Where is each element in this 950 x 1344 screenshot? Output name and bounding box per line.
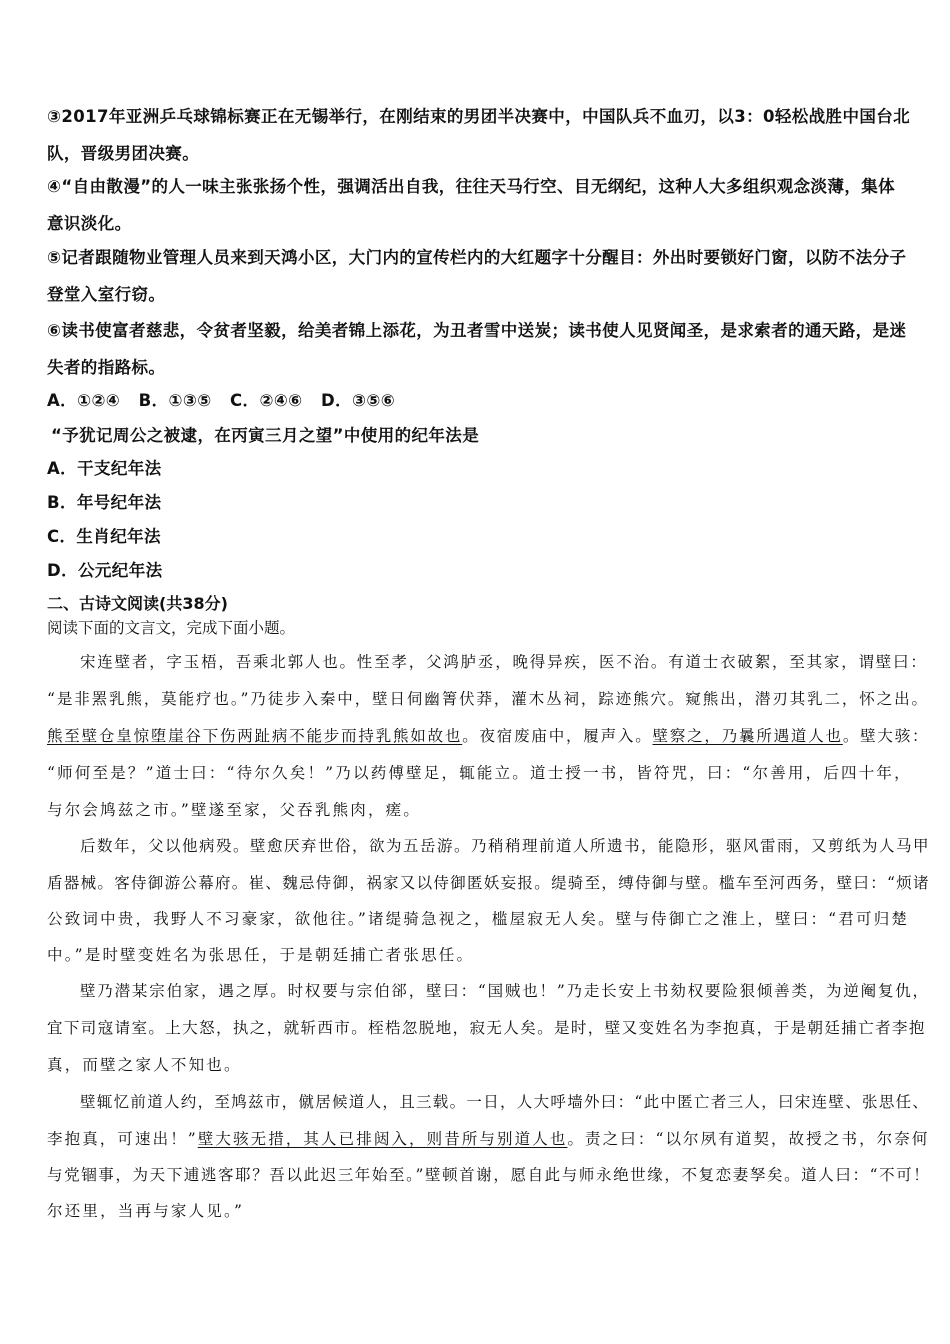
- passage-line: 与尔会鸠兹之市。”壁遂至家，父吞乳熊肉，瘥。: [47, 801, 422, 819]
- passage-line: 壁辄忆前道人约，至鸠兹市，僦居候道人，且三载。一日，人大呼墙外曰：“此中匿亡者三人，曰宋连壁、张思任、: [80, 1093, 930, 1111]
- passage-line: “师何至是？”道士曰：“待尔久矣！”乃以药傅壁足，辄能立。道士授一书，皆符咒，曰：“尔善用，后四十年，: [47, 764, 912, 782]
- item-4-line-1: ④“自由散漫”的人一味主张张扬个性，强调活出自我，往往天马行空、目无纲纪，这种人大多组织观念淡薄，集体: [47, 177, 896, 196]
- item-3-line-2: 队，晋级男团决赛。: [47, 144, 200, 163]
- question-stem: “予犹记周公之被逮，在丙寅三月之望”中使用的纪年法是: [51, 426, 480, 445]
- passage-line: 盾器械。客侍御游公幕府。崔、魏忌侍御，祸家又以侍御匿妖妄报。缇骑至，缚侍御与壁。槛车至河西务，壁曰：“烦诸: [47, 874, 930, 892]
- answer-options: A．①②④ B．①③⑤ C．②④⑥ D．③⑤⑥: [47, 391, 396, 410]
- passage-line: [47, 724, 930, 746]
- item-6-line-1: ⑥读书使富者慈悲，令贫者坚毅，给美者锦上添花，为丑者雪中送炭；读书使人见贤闻圣，是求索者的通天路，是迷: [47, 321, 907, 340]
- underlined-sentence: 壁大骇无措，其人已排闼入，则昔所与别道人也: [197, 1130, 568, 1148]
- passage-line: 与党锢事，为天下逋逃客耶？吾以此迟三年始至。”壁顿首谢，愿自此与师永绝世缘，不复恋妻孥矣。道人曰：“不可！: [47, 1166, 931, 1184]
- underlined-sentence: 熊至壁仓皇惊堕崖谷下伤两趾病不能步而持乳熊如故也: [47, 727, 463, 745]
- item-5-line-2: 登堂入室行窃。: [47, 285, 166, 304]
- passage-line: 尔还里，当再与家人见。”: [47, 1202, 245, 1220]
- passage-line: 中。”是时壁变姓名为张思任，于是朝廷捕亡者张思任。: [47, 946, 475, 964]
- passage-line: “是非罴乳熊，莫能疗也。”乃徒步入秦中，壁日伺幽箐伏莽，灌木丛祠，踪迹熊穴。窥熊出，潜刃其乳二，怀之出。: [47, 690, 929, 708]
- passage-fragment: 李抱真，可速出！”: [47, 1130, 198, 1148]
- section-instruction: 阅读下面的文言文，完成下面小题。: [47, 619, 296, 637]
- passage-line: [47, 1127, 930, 1149]
- section-title: 二、古诗文阅读(共38分): [47, 594, 228, 613]
- choice-b: B．年号纪年法: [47, 493, 162, 512]
- choice-c: C．生肖纪年法: [47, 527, 161, 546]
- passage-line: 宜下司寇请室。上大怒，执之，就斩西市。桎梏忽脱地，寂无人矣。是时，壁又变姓名为李抱真，于是朝廷捕亡者李抱: [47, 1019, 926, 1037]
- item-5-line-1: ⑤记者跟随物业管理人员来到天鸿小区，大门内的宣传栏内的大红题字十分醒目：外出时要锁好门窗，以防不法分子: [47, 248, 907, 267]
- passage-line: 后数年，父以他病殁。壁愈厌弃世俗，欲为五岳游。乃稍稍理前道人所遗书，能隐形，驱风雷雨，又剪纸为人马甲: [80, 837, 931, 855]
- passage-fragment: 。夜宿废庙中，履声入。: [462, 727, 653, 745]
- choice-d: D．公元纪年法: [47, 561, 163, 580]
- item-3-line-1: ③2017年亚洲乒乓球锦标赛正在无锡举行，在刚结束的男团半决赛中，中国队兵不血刃，以3：0轻松战胜中国台北: [47, 107, 911, 126]
- passage-fragment: 。责之曰：“以尔夙有道契，故授之书，尔奈何: [567, 1130, 930, 1148]
- passage-line: 壁乃潜某宗伯家，遇之厚。时权要与宗伯郤，壁曰：“国贼也！”乃走长安上书劾权要险狠倾善类，为逆阉复仇，: [80, 982, 930, 1000]
- item-4-line-2: 意识淡化。: [47, 214, 132, 233]
- choice-a: A．干支纪年法: [47, 459, 162, 478]
- underlined-sentence: 壁察之，乃曩所遇道人也: [652, 727, 843, 745]
- passage-line: 真，而壁之家人不知也。: [47, 1056, 242, 1074]
- passage-fragment: 。壁大骇：: [842, 727, 930, 745]
- passage-line: 公致词中贵，我野人不习豪家，欲他往。”诸缇骑急视之，槛屋寂无人矣。壁与侍御亡之淮上，壁曰：“君可归楚: [47, 910, 910, 928]
- item-6-line-2: 失者的指路标。: [47, 358, 166, 377]
- passage-line: 宋连壁者，字玉梧，吾乘北郭人也。性至孝，父鸿胪丞，晚得异疾，医不治。有道士衣破絮，至其家，谓壁曰：: [80, 653, 928, 671]
